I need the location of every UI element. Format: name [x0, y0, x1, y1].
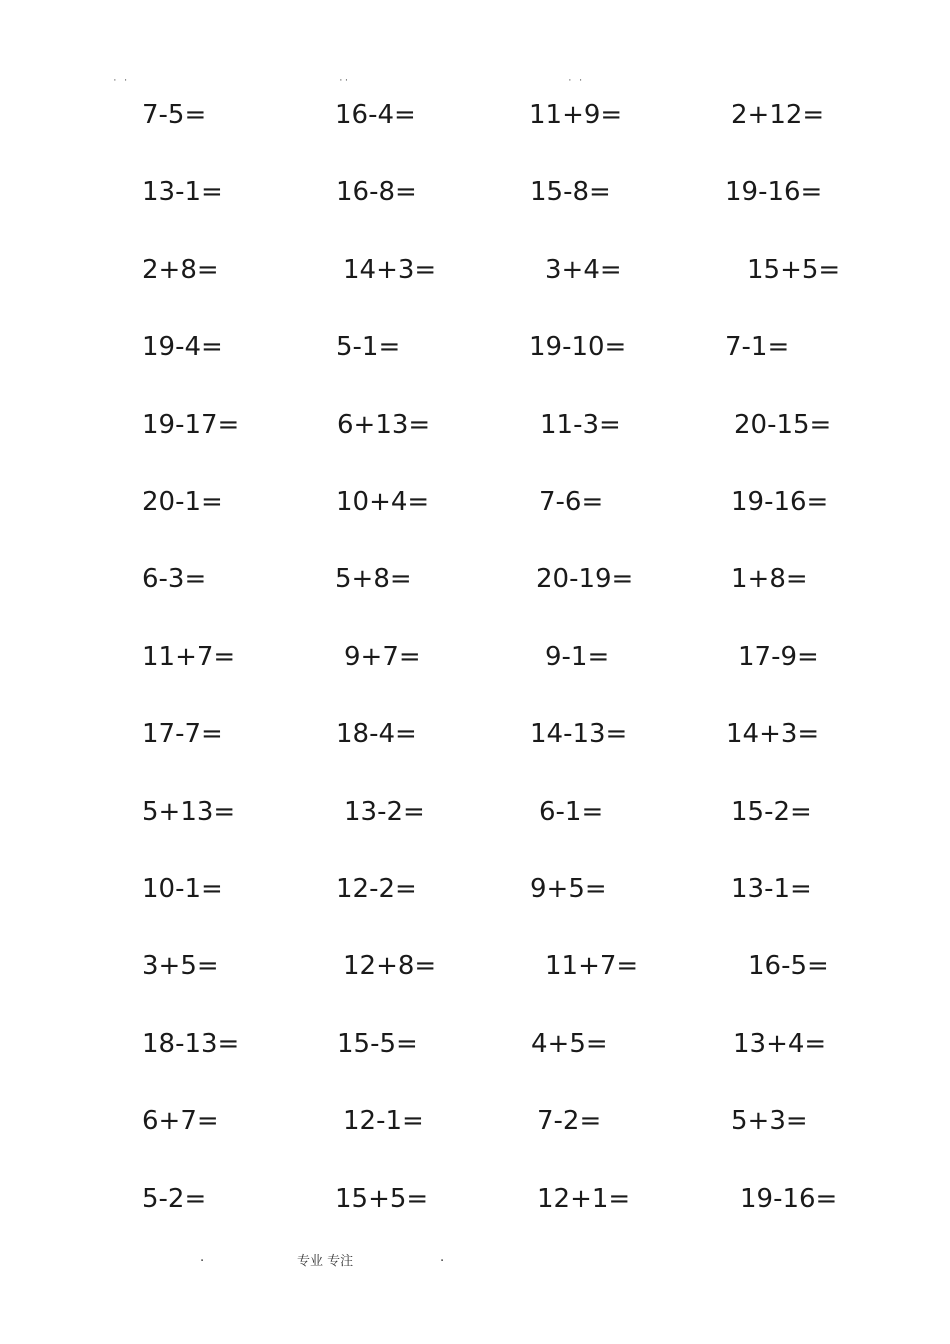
- problem-r6-c4: 19-16=: [731, 487, 829, 517]
- problem-r8-c2: 9+7=: [344, 642, 421, 672]
- problem-r15-c3: 12+1=: [537, 1184, 631, 1214]
- problem-r11-c3: 9+5=: [530, 874, 607, 904]
- problem-r9-c4: 14+3=: [726, 719, 820, 749]
- problem-r13-c4: 13+4=: [733, 1029, 827, 1059]
- problem-r4-c4: 7-1=: [725, 332, 790, 362]
- header-dots-2: ··: [339, 74, 351, 86]
- problem-r7-c3: 20-19=: [536, 564, 634, 594]
- problem-r7-c1: 6-3=: [142, 564, 207, 594]
- problem-r9-c1: 17-7=: [142, 719, 223, 749]
- problem-r4-c3: 19-10=: [529, 332, 627, 362]
- problem-r12-c4: 16-5=: [748, 951, 829, 981]
- problem-r15-c1: 5-2=: [142, 1184, 207, 1214]
- header-dots-3: · ·: [568, 74, 585, 86]
- problem-r8-c4: 17-9=: [738, 642, 819, 672]
- problem-r12-c3: 11+7=: [545, 951, 639, 981]
- problem-r12-c2: 12+8=: [343, 951, 437, 981]
- problem-r5-c4: 20-15=: [734, 410, 832, 440]
- problem-r6-c1: 20-1=: [142, 487, 223, 517]
- problem-r3-c4: 15+5=: [747, 255, 841, 285]
- problem-r7-c2: 5+8=: [335, 564, 412, 594]
- problem-r10-c2: 13-2=: [344, 797, 425, 827]
- problem-r2-c4: 19-16=: [725, 177, 823, 207]
- problem-r15-c2: 15+5=: [335, 1184, 429, 1214]
- problem-r1-c3: 11+9=: [529, 100, 623, 130]
- problem-r3-c3: 3+4=: [545, 255, 622, 285]
- footer-left-dot: .: [200, 1250, 205, 1265]
- problem-r6-c2: 10+4=: [336, 487, 430, 517]
- problem-r8-c1: 11+7=: [142, 642, 236, 672]
- problem-r13-c2: 15-5=: [337, 1029, 418, 1059]
- problem-r4-c1: 19-4=: [142, 332, 223, 362]
- footer-text: 专业 专注: [297, 1254, 354, 1269]
- problem-r4-c2: 5-1=: [336, 332, 401, 362]
- problem-r6-c3: 7-6=: [539, 487, 604, 517]
- problem-r10-c4: 15-2=: [731, 797, 812, 827]
- problem-r5-c1: 19-17=: [142, 410, 240, 440]
- problem-r9-c2: 18-4=: [336, 719, 417, 749]
- problem-r2-c2: 16-8=: [336, 177, 417, 207]
- problem-r1-c2: 16-4=: [335, 100, 416, 130]
- problem-r13-c1: 18-13=: [142, 1029, 240, 1059]
- problem-r15-c4: 19-16=: [740, 1184, 838, 1214]
- problem-r2-c3: 15-8=: [530, 177, 611, 207]
- problem-r11-c1: 10-1=: [142, 874, 223, 904]
- problem-r14-c3: 7-2=: [537, 1106, 602, 1136]
- problem-r14-c4: 5+3=: [731, 1106, 808, 1136]
- problem-r5-c3: 11-3=: [540, 410, 621, 440]
- problem-r3-c2: 14+3=: [343, 255, 437, 285]
- problem-r3-c1: 2+8=: [142, 255, 219, 285]
- problem-r1-c4: 2+12=: [731, 100, 825, 130]
- problem-r10-c1: 5+13=: [142, 797, 236, 827]
- problem-r10-c3: 6-1=: [539, 797, 604, 827]
- problem-r7-c4: 1+8=: [731, 564, 808, 594]
- problem-r8-c3: 9-1=: [545, 642, 610, 672]
- problem-r14-c2: 12-1=: [343, 1106, 424, 1136]
- problem-r9-c3: 14-13=: [530, 719, 628, 749]
- header-dots-1: · ·: [113, 74, 130, 86]
- problem-r12-c1: 3+5=: [142, 951, 219, 981]
- problem-r2-c1: 13-1=: [142, 177, 223, 207]
- problem-r11-c2: 12-2=: [336, 874, 417, 904]
- footer-right-dot: .: [440, 1250, 445, 1265]
- problem-r13-c3: 4+5=: [531, 1029, 608, 1059]
- problem-r11-c4: 13-1=: [731, 874, 812, 904]
- problem-r14-c1: 6+7=: [142, 1106, 219, 1136]
- problem-r1-c1: 7-5=: [142, 100, 207, 130]
- problem-r5-c2: 6+13=: [337, 410, 431, 440]
